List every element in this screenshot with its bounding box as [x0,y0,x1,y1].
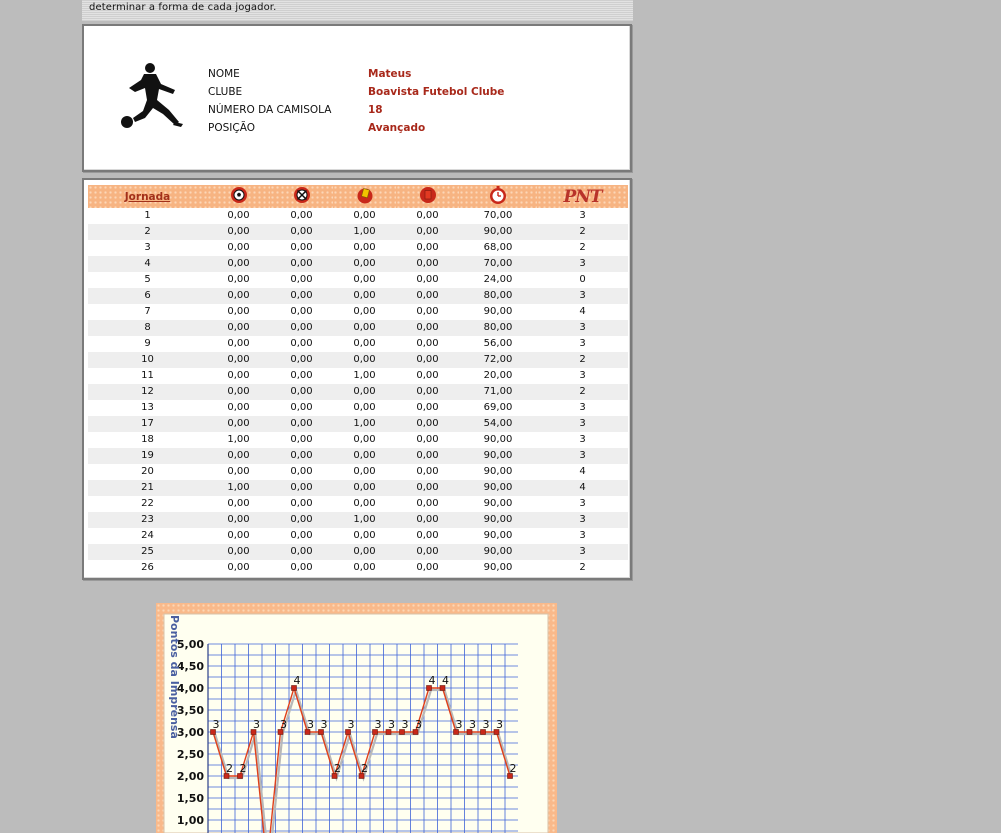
table-cell: 0,00 [396,256,459,272]
table-cell: 0,00 [270,352,333,368]
stats-body [88,208,628,576]
table-row [88,208,628,224]
table-cell: 0,00 [207,320,270,336]
stats-table [88,185,628,576]
chart-frame [156,603,557,833]
value-nome: Mateus [368,68,412,80]
col-minutes [459,185,537,208]
intro-strip [82,0,633,21]
table-cell: 0,00 [207,416,270,432]
data-label: 4 [293,674,301,687]
table-cell: 0,00 [207,544,270,560]
table-cell: 18 [88,432,207,448]
table-cell: 0,00 [270,512,333,528]
table-cell: 69,00 [459,400,537,416]
table-cell: 3 [537,432,628,448]
table-cell: 24 [88,528,207,544]
table-cell: 24,00 [459,272,537,288]
table-cell: 0,00 [207,400,270,416]
table-cell: 0,00 [207,288,270,304]
y-tick-label: 1,50 [176,792,204,805]
table-cell: 3 [537,368,628,384]
table-cell: 0,00 [207,496,270,512]
stopwatch-minutes-icon [488,185,508,205]
label-clube: CLUBE [208,86,243,98]
data-label: 4 [428,674,436,687]
table-cell: 25 [88,544,207,560]
table-cell: 19 [88,448,207,464]
table-cell: 13 [88,400,207,416]
table-cell: 3 [537,528,628,544]
y-tick-label: 2,00 [176,770,204,783]
table-cell: 1,00 [333,416,396,432]
table-cell: 0,00 [207,256,270,272]
table-row [88,560,628,576]
table-cell: 0,00 [396,368,459,384]
data-label: 3 [253,718,260,731]
label-numero-camisola: NÚMERO DA CAMISOLA [208,104,332,116]
table-cell: 0,00 [396,384,459,400]
table-row [88,272,628,288]
table-row [88,352,628,368]
table-cell: 3 [537,544,628,560]
data-label: 3 [320,718,328,731]
table-cell: 54,00 [459,416,537,432]
table-cell: 26 [88,560,207,576]
table-cell: 0,00 [270,336,333,352]
table-cell: 90,00 [459,480,537,496]
table-cell: 0,00 [333,384,396,400]
table-cell: 3 [537,256,628,272]
table-cell: 4 [537,304,628,320]
table-row [88,528,628,544]
table-cell: 0,00 [396,464,459,480]
table-cell: 3 [537,512,628,528]
y-tick-label: 5,00 [176,638,204,651]
table-cell: 0,00 [396,480,459,496]
table-cell: 3 [88,240,207,256]
col-goals-conceded [270,185,333,208]
table-cell: 0,00 [396,208,459,224]
table-row [88,496,628,512]
table-cell: 0,00 [333,320,396,336]
table-row [88,400,628,416]
table-cell: 0,00 [333,448,396,464]
table-cell: 0,00 [270,208,333,224]
col-goals [207,185,270,208]
table-cell: 90,00 [459,432,537,448]
table-row [88,544,628,560]
data-label: 3 [455,718,463,731]
table-cell: 0,00 [207,240,270,256]
table-cell: 0,00 [270,464,333,480]
table-row [88,304,628,320]
table-cell: 90,00 [459,512,537,528]
table-cell: 1,00 [333,512,396,528]
pnt-points-icon: PNT [563,186,602,207]
table-row [88,432,628,448]
table-cell: 8 [88,320,207,336]
table-cell: 1,00 [207,432,270,448]
table-cell: 0,00 [270,304,333,320]
table-cell: 0,00 [270,400,333,416]
table-cell: 0,00 [207,224,270,240]
table-row [88,224,628,240]
table-cell: 0,00 [270,416,333,432]
table-cell: 90,00 [459,560,537,576]
table-cell: 0,00 [396,432,459,448]
chart-ylabel: Pontos da Imprensa [168,615,181,739]
data-label: 2 [226,762,233,775]
table-cell: 12 [88,384,207,400]
table-cell: 0,00 [207,272,270,288]
table-cell: 2 [537,224,628,240]
table-row [88,416,628,432]
table-cell: 4 [537,464,628,480]
table-cell: 68,00 [459,240,537,256]
table-cell: 0,00 [270,288,333,304]
value-posicao: Avançado [368,122,426,134]
table-cell: 3 [537,400,628,416]
y-tick-label: 1,00 [176,814,204,827]
table-cell: 90,00 [459,496,537,512]
table-cell: 0,00 [333,528,396,544]
table-cell: 0,00 [207,512,270,528]
table-cell: 0,00 [333,336,396,352]
table-row [88,336,628,352]
table-cell: 0,00 [270,544,333,560]
table-row [88,288,628,304]
table-cell: 0,00 [396,496,459,512]
y-tick-label: 4,50 [176,660,204,673]
jornada-sort-link[interactable]: Jornada [124,190,171,203]
table-cell: 0,00 [270,560,333,576]
table-cell: 0,00 [270,528,333,544]
table-cell: 22 [88,496,207,512]
data-label: 3 [374,718,382,731]
table-cell: 6 [88,288,207,304]
table-cell: 90,00 [459,544,537,560]
table-cell: 0,00 [270,384,333,400]
y-tick-label: 3,00 [176,726,204,739]
table-cell: 56,00 [459,336,537,352]
table-row [88,240,628,256]
table-cell: 1,00 [333,224,396,240]
football-player-kicking-icon [117,62,183,136]
data-label: 3 [415,718,422,731]
table-row [88,448,628,464]
data-label: 3 [347,718,355,731]
table-cell: 3 [537,448,628,464]
y-tick-label: 4,00 [176,682,204,695]
data-label: 2 [239,762,247,775]
table-cell: 80,00 [459,320,537,336]
table-cell: 23 [88,512,207,528]
table-cell: 0,00 [396,224,459,240]
table-cell: 5 [88,272,207,288]
table-row [88,256,628,272]
table-cell: 20,00 [459,368,537,384]
table-row [88,368,628,384]
red-card-icon [419,186,437,204]
label-posicao: POSIÇÃO [208,122,255,134]
table-cell: 80,00 [459,288,537,304]
table-cell: 10 [88,352,207,368]
data-label: 3 [307,718,314,731]
table-cell: 0,00 [396,544,459,560]
table-row [88,480,628,496]
table-cell: 0,00 [207,384,270,400]
table-cell: 4 [537,480,628,496]
table-cell: 0,00 [396,560,459,576]
table-cell: 0,00 [396,400,459,416]
data-label: 3 [280,718,287,731]
table-cell: 2 [88,224,207,240]
table-row [88,384,628,400]
table-cell: 0,00 [333,256,396,272]
table-cell: 0,00 [333,352,396,368]
table-cell: 1,00 [333,368,396,384]
table-cell: 0,00 [333,304,396,320]
table-cell: 0,00 [396,416,459,432]
data-label: 2 [509,762,517,775]
table-cell: 3 [537,416,628,432]
data-label: 3 [482,718,490,731]
table-cell: 0,00 [270,240,333,256]
table-cell: 0,00 [270,432,333,448]
table-cell: 0,00 [207,352,270,368]
table-cell: 0,00 [207,560,270,576]
table-cell: 0,00 [333,560,396,576]
table-cell: 3 [537,496,628,512]
table-cell: 0,00 [207,448,270,464]
table-cell: 0,00 [270,272,333,288]
col-jornada[interactable] [88,185,207,208]
table-cell: 0,00 [333,208,396,224]
table-cell: 0,00 [396,448,459,464]
table-cell: 0 [537,272,628,288]
table-cell: 17 [88,416,207,432]
label-nome: NOME [208,68,240,80]
table-cell: 0,00 [333,400,396,416]
data-label: 3 [401,718,409,731]
player-info-panel [82,24,632,172]
table-cell: 0,00 [270,496,333,512]
table-cell: 21 [88,480,207,496]
table-cell: 71,00 [459,384,537,400]
table-cell: 3 [537,336,628,352]
y-tick-label: 2,50 [176,748,204,761]
col-red-card [396,185,459,208]
table-cell: 0,00 [333,288,396,304]
value-numero-camisola: 18 [368,104,383,116]
table-cell: 0,00 [396,272,459,288]
table-cell: 0,00 [333,544,396,560]
table-cell: 3 [537,208,628,224]
table-cell: 0,00 [396,336,459,352]
table-cell: 0,00 [333,432,396,448]
stats-panel [82,178,632,580]
table-cell: 0,00 [207,208,270,224]
press-points-chart [156,603,557,833]
table-cell: 2 [537,352,628,368]
table-cell: 90,00 [459,448,537,464]
table-cell: 90,00 [459,304,537,320]
data-label: 3 [388,718,395,731]
data-label: 3 [496,718,503,731]
table-cell: 20 [88,464,207,480]
table-cell: 9 [88,336,207,352]
table-cell: 0,00 [333,240,396,256]
value-clube: Boavista Futebol Clube [368,86,505,98]
table-cell: 0,00 [207,464,270,480]
table-cell: 0,00 [396,512,459,528]
table-cell: 2 [537,384,628,400]
table-cell: 0,00 [333,480,396,496]
table-cell: 11 [88,368,207,384]
table-cell: 0,00 [270,368,333,384]
table-cell: 90,00 [459,464,537,480]
table-row [88,464,628,480]
col-pnt [537,185,628,208]
table-cell: 1 [88,208,207,224]
table-cell: 90,00 [459,224,537,240]
table-cell: 0,00 [396,240,459,256]
table-cell: 0,00 [270,224,333,240]
table-cell: 0,00 [333,464,396,480]
data-label: 4 [442,674,449,687]
y-tick-label: 3,50 [176,704,204,717]
table-cell: 4 [88,256,207,272]
yellow-card-icon [356,186,374,204]
table-cell: 3 [537,288,628,304]
table-cell: 0,00 [270,448,333,464]
intro-text: determinar a forma de cada jogador. [89,2,277,13]
data-label: 3 [469,718,476,731]
ball-crossed-goals-conceded-icon [293,186,311,204]
table-cell: 0,00 [333,272,396,288]
table-cell: 0,00 [396,320,459,336]
table-cell: 0,00 [207,304,270,320]
table-cell: 0,00 [270,256,333,272]
table-cell: 0,00 [207,368,270,384]
table-row [88,320,628,336]
table-cell: 3 [537,320,628,336]
table-cell: 0,00 [396,288,459,304]
table-cell: 0,00 [270,480,333,496]
table-cell: 90,00 [459,528,537,544]
data-label: 3 [212,718,220,731]
table-cell: 0,00 [270,320,333,336]
table-cell: 0,00 [396,528,459,544]
table-cell: 72,00 [459,352,537,368]
table-cell: 0,00 [207,528,270,544]
table-cell: 0,00 [207,336,270,352]
table-cell: 0,00 [333,496,396,512]
table-cell: 2 [537,240,628,256]
table-cell: 70,00 [459,256,537,272]
table-row [88,512,628,528]
table-cell: 0,00 [396,304,459,320]
table-cell: 1,00 [207,480,270,496]
table-cell: 70,00 [459,208,537,224]
table-cell: 7 [88,304,207,320]
data-label: 2 [334,762,341,775]
ball-goals-icon [230,186,248,204]
table-cell: 2 [537,560,628,576]
col-yellow-card [333,185,396,208]
data-label: 2 [361,762,368,775]
table-cell: 0,00 [396,352,459,368]
stats-header-row [88,185,628,208]
